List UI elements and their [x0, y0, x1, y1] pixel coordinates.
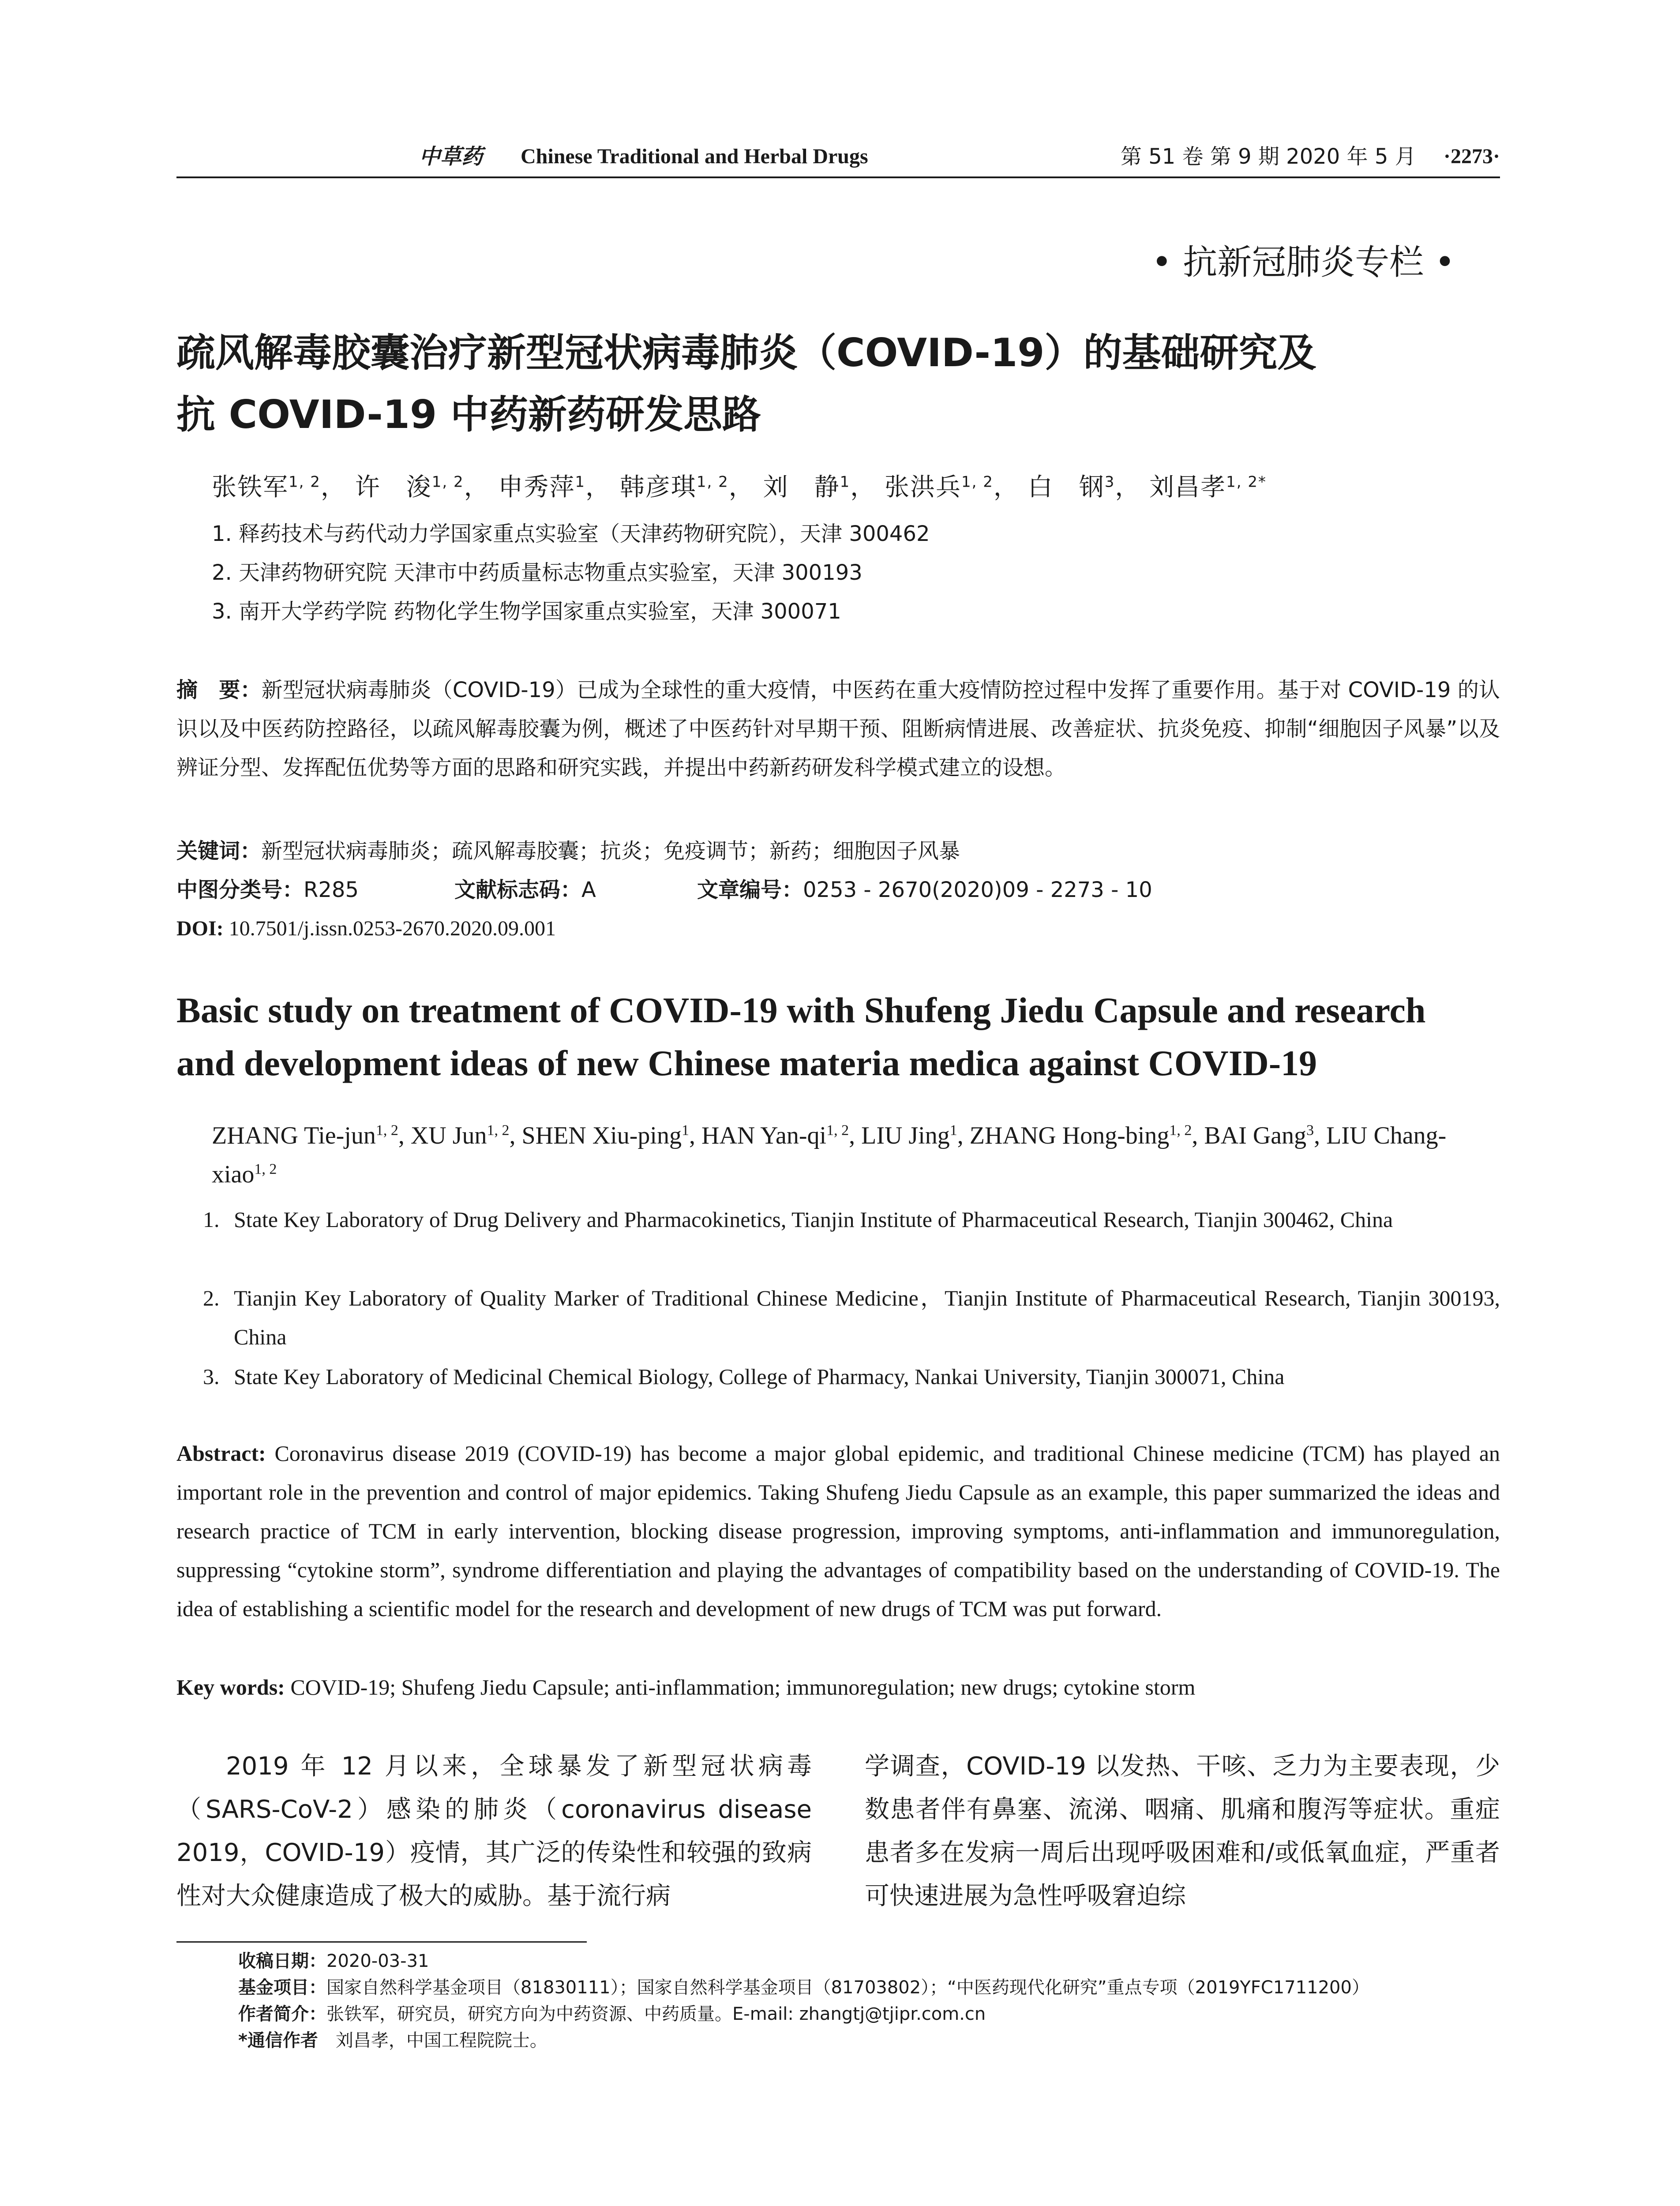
footnote-label: 收稿日期：	[238, 1951, 326, 1971]
title-cn	[176, 322, 1500, 446]
author-affiliation-mark: 3	[1306, 1122, 1314, 1139]
running-header	[176, 141, 1500, 172]
journal-name-en: Chinese Traditional and Herbal Drugs	[521, 145, 868, 168]
author-affiliation-mark: 1, 2	[1169, 1122, 1192, 1139]
abstract-cn-text: 新型冠状病毒肺炎（COVID-19）已成为全球性的重大疫情，中医药在重大疫情防控过程中发挥了重要作用。基于对 COVID-19 的认识以及中医药防控路径，以疏风解毒胶囊为例，概述了中医药针对早期干预、阻断病情进展、改善症状、抗炎免疫、抑制“细胞因子风暴”以及辨证分型、发挥配伍优势等方面的思路和研究实践，并提出中药新药研发科学模式建立的设想。	[176, 678, 1500, 780]
author-affiliation-mark: 1	[681, 1122, 689, 1139]
abstract-cn-label: 摘 要：	[176, 678, 262, 702]
clc-value: R285	[304, 878, 359, 902]
author-name: SHEN Xiu-ping	[521, 1122, 682, 1149]
author-affiliation-mark: 1	[949, 1122, 957, 1139]
affiliation-en	[203, 1357, 1500, 1396]
article-label: 文章编号：	[697, 878, 803, 902]
abstract-cn	[176, 671, 1500, 787]
author-name: ZHANG Hong-bing	[969, 1122, 1170, 1149]
doi	[176, 909, 556, 948]
title-cn-line: 疏风解毒胶囊治疗新型冠状病毒肺炎（COVID-19）的基础研究及	[176, 330, 1316, 375]
body-column-right: 学调查，COVID-19 以发热、干咳、乏力为主要表现，少数患者伴有鼻塞、流涕、咽痛、肌痛和腹泻等症状。重症患者多在发病一周后出现呼吸困难和/或低氧血症，严重者可快速进展为急性呼吸窘迫综	[865, 1752, 1500, 1910]
keywords-cn-label: 关键词：	[176, 839, 262, 863]
author-affiliation-mark: 1, 2	[254, 1161, 277, 1178]
author-affiliation-mark: 1, 2	[375, 1122, 398, 1139]
author-name: XU Jun	[410, 1122, 487, 1149]
footnote-received	[238, 1948, 1518, 1974]
author-affiliation-mark: 1	[840, 473, 851, 491]
keywords-en-text: COVID-19; Shufeng Jiedu Capsule; anti-inflammation; immunoregulation; new drugs; cytokine storm	[290, 1675, 1196, 1700]
footnotes	[238, 1948, 1518, 2054]
title-cn-line: 抗 COVID-19 中药新药研发思路	[176, 392, 761, 437]
affiliation-en	[203, 1279, 1500, 1356]
footnote-text: 张铁军，研究员，研究方向为中药资源、中药质量。E-mail: zhangtj@tjipr.com.cn	[326, 2004, 986, 2024]
authors-cn: 张铁军$^{1, 2}$， 许 浚$^{1, 2}$， 申秀萍$^1$， 韩彦琪$^{1, 2}$， 刘 静$^1$， 张洪兵$^{1, 2}$， 白 钢$^3$， 刘昌孝$^{1, 2*}$	[212, 473, 1267, 502]
author-name: LIU Chang-xiao	[212, 1122, 1447, 1188]
footnote-label: 作者简介：	[238, 2004, 326, 2024]
author-affiliation-mark: 1, 2	[487, 1122, 510, 1139]
affiliation-text: Tianjin Key Laboratory of Quality Marker of Traditional Chinese Medicine，Tianjin Institute of Pharmaceutical Research, Tianjin 300193, China	[234, 1286, 1500, 1349]
column-tag: • 抗新冠肺炎专栏 •	[1151, 243, 1455, 282]
affiliation-number: 2.	[203, 1286, 220, 1310]
affiliation-text: State Key Laboratory of Drug Delivery and Pharmacokinetics, Tianjin Institute of Pharmaceutical Research, Tianjin 300462, China	[234, 1207, 1393, 1232]
authors-en: ZHANG Tie-jun$^{1, 2}$, XU Jun$^{1, 2}$, SHEN Xiu-ping$^1$, HAN Yan-qi$^{1, 2}$, LIU Jing$^1$, ZHANG Hong-bing$^{1, 2}$, BAI Gang$^3$, LIU Chang-xiao$^{1, 2}$	[212, 1122, 1447, 1188]
affiliation-cn: 1. 释药技术与药代动力学国家重点实验室（天津药物研究院），天津 300462	[212, 521, 930, 546]
author-name: 许 浚	[355, 473, 432, 502]
body-column-left: 2019 年 12 月以来，全球暴发了新型冠状病毒（SARS-CoV-2）感染的肺炎（coronavirus disease 2019，COVID-19）疫情，其广泛的传染性和较强的致病性对大众健康造成了极大的威胁。基于流行病	[176, 1752, 812, 1910]
footnote-corresponding	[238, 2027, 1518, 2054]
author-affiliation-mark: 1, 2	[289, 473, 321, 491]
author-affiliation-mark: 1	[575, 473, 586, 491]
footnote-label: 基金项目：	[238, 1977, 326, 1998]
clc-number	[176, 870, 359, 909]
keywords-en-label: Key words:	[176, 1675, 285, 1700]
author-name: 白 钢	[1028, 473, 1105, 502]
author-name: 张铁军	[212, 473, 289, 502]
author-affiliation-mark: 1, 2	[961, 473, 994, 491]
footnote-author-bio	[238, 2001, 1518, 2027]
title-en-line: Basic study on treatment of COVID-19 with Shufeng Jiedu Capsule and research	[176, 990, 1426, 1030]
doc-label: 文献标志码：	[454, 878, 582, 902]
author-name: 张洪兵	[885, 473, 962, 502]
footnote-label: *通信作者	[238, 2030, 318, 2051]
affiliation-text: State Key Laboratory of Medicinal Chemical Biology, College of Pharmacy, Nankai University, Tianjin 300071, China	[234, 1364, 1285, 1389]
author-name: 刘昌孝	[1149, 473, 1226, 502]
issue-info: 第 51 卷 第 9 期 2020 年 5 月	[1121, 144, 1416, 169]
journal-name-cn: 中草药	[419, 144, 483, 169]
abstract-en-label: Abstract:	[176, 1441, 266, 1466]
author-affiliation-mark: 1, 2	[826, 1122, 849, 1139]
abstract-en-text: Coronavirus disease 2019 (COVID-19) has become a major global epidemic, and traditional Chinese medicine (TCM) has played an important role in the prevention and control of major epidemics. Taking Shufeng Jiedu Capsule as an example, this paper summarized the ideas and research practice of TCM in early intervention, blocking disease progression, improving symptoms, anti-inflammation and immunoregulation, suppressing “cytokine storm”, syndrome differentiation and playing the advantages of compatibility based on the understanding of COVID-19. The idea of establishing a scientific model for the research and development of new drugs of TCM was put forward.	[176, 1441, 1500, 1621]
title-en	[176, 984, 1500, 1090]
footnote-text: 国家自然科学基金项目（81830111）；国家自然科学基金项目（81703802）；“中医药现代化研究”重点专项（2019YFC1711200）	[326, 1977, 1369, 1998]
author-affiliation-mark: 3	[1104, 473, 1115, 491]
footnote-text: 2020-03-31	[326, 1951, 429, 1971]
footnote-rule	[176, 1941, 587, 1943]
author-affiliation-mark: 1, 2*	[1226, 473, 1267, 491]
affiliation-cn: 3. 南开大学药学院 药物化学生物学国家重点实验室，天津 300071	[212, 599, 841, 624]
author-name: HAN Yan-qi	[701, 1122, 827, 1149]
article-number	[697, 870, 1152, 909]
page-number: ·2273·	[1443, 145, 1500, 168]
doi-label: DOI:	[176, 917, 224, 940]
keywords-cn-text: 新型冠状病毒肺炎；疏风解毒胶囊；抗炎；免疫调节；新药；细胞因子风暴	[261, 839, 960, 863]
affiliation-cn: 2. 天津药物研究院 天津市中药质量标志物重点实验室，天津 300193	[212, 560, 862, 585]
author-name: ZHANG Tie-jun	[212, 1122, 376, 1149]
document-code	[454, 870, 596, 909]
article-value: 0253 - 2670(2020)09 - 2273 - 10	[803, 878, 1152, 902]
doc-value: A	[581, 878, 596, 902]
clc-label: 中图分类号：	[176, 878, 304, 902]
author-affiliation-mark: 1, 2	[696, 473, 729, 491]
author-name: LIU Jing	[861, 1122, 950, 1149]
affiliation-number: 3.	[203, 1364, 220, 1389]
author-affiliation-mark: 1, 2	[431, 473, 464, 491]
affiliation-en	[203, 1200, 1500, 1239]
author-name: 韩彦琪	[619, 473, 697, 502]
title-en-line: and development ideas of new Chinese materia medica against COVID-19	[176, 1043, 1317, 1083]
keywords-cn	[176, 832, 960, 870]
abstract-en	[176, 1434, 1500, 1628]
author-name: 刘 静	[763, 473, 840, 502]
footnote-funding	[238, 1974, 1518, 2001]
keywords-en	[176, 1668, 1195, 1707]
header-rule	[176, 176, 1500, 178]
author-name: 申秀萍	[498, 473, 575, 502]
affiliation-number: 1.	[203, 1207, 220, 1232]
author-name: BAI Gang	[1204, 1122, 1307, 1149]
doi-value: 10.7501/j.issn.0253-2670.2020.09.001	[229, 917, 556, 940]
footnote-text: 刘昌孝，中国工程院院士。	[318, 2030, 548, 2051]
